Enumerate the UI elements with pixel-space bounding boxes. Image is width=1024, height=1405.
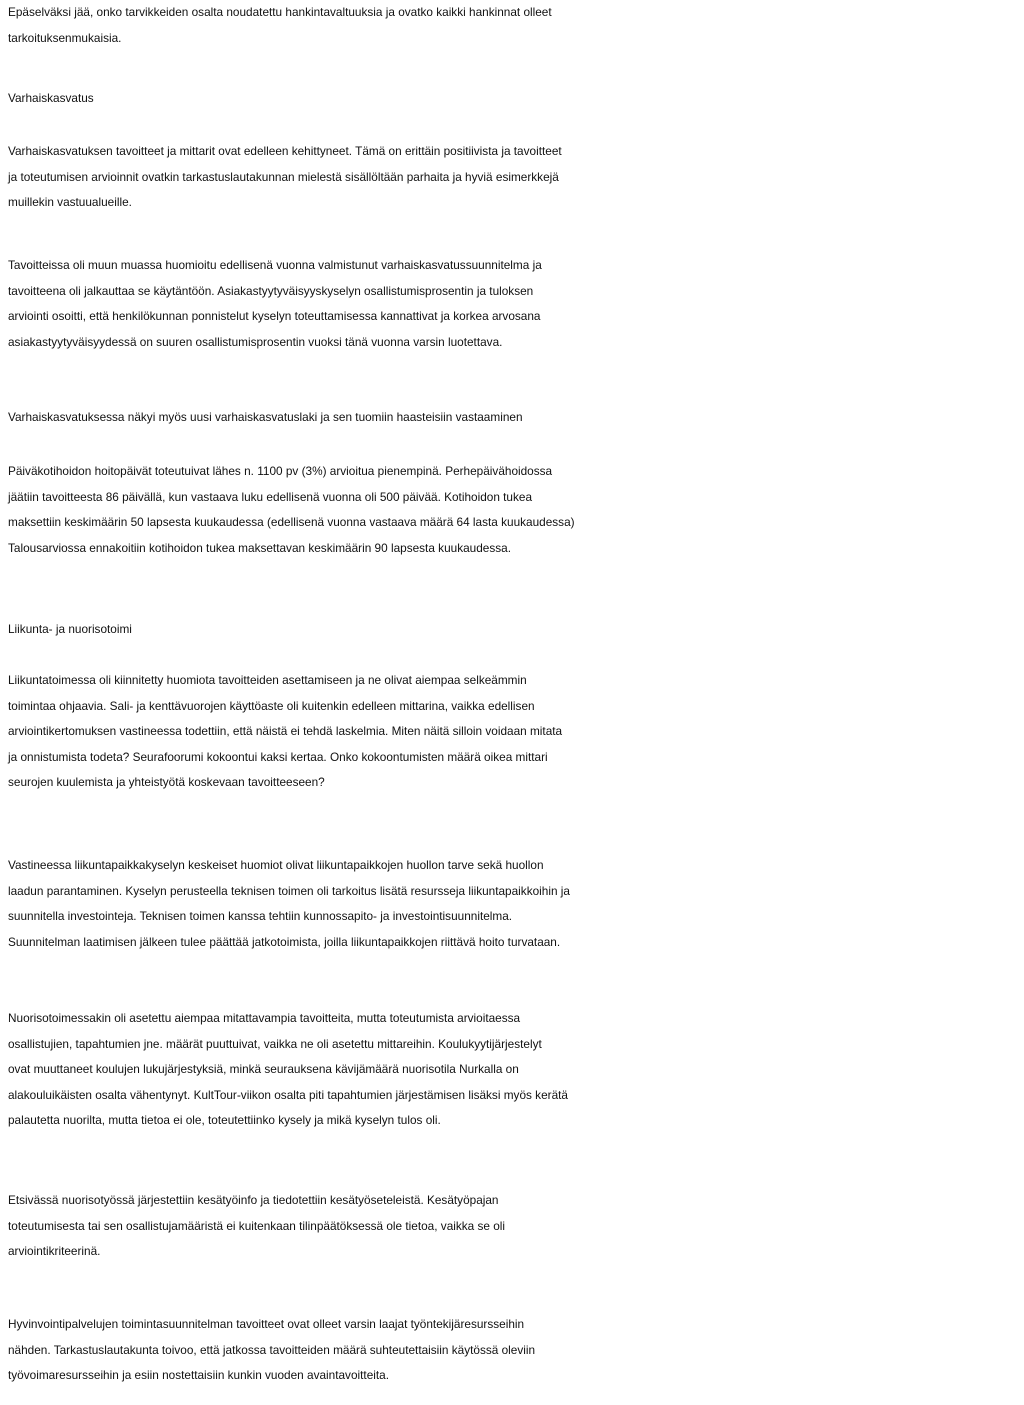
paragraph-sports-goals — [8, 668, 1022, 796]
paragraph-youth-work — [8, 1006, 1022, 1134]
text-line: arviointikertomuksen vastineessa todettiin, että näistä ei tehdä laskelmia. Miten näitä silloin voidaan mitata — [8, 724, 563, 739]
paragraph-procurement — [8, 0, 1022, 51]
text-line: Varhaiskasvatuksen tavoitteet ja mittarit ovat edelleen kehittyneet. Tämä on erittäin positiivista ja tavoitteet — [8, 144, 562, 158]
text-line: Tavoitteissa oli muun muassa huomioitu edellisenä vuonna valmistunut varhaiskasvatussuunnitelma ja — [8, 258, 542, 272]
paragraph-vaka-plan — [8, 253, 1022, 355]
text-line: Vastineessa liikuntapaikkakyselyn keskeiset huomiot olivat liikuntapaikkojen huollon tarve sekä huollon — [8, 858, 544, 872]
text-line: työvoimaresursseihin ja esiin nostettaisiin kunkin vuoden avaintavoitteita. — [8, 1368, 389, 1383]
paragraph-vaka-goals — [8, 139, 1022, 216]
paragraph-sports-facilities — [8, 853, 1022, 955]
text-line: jäätiin tavoitteesta 86 päivällä, kun vastaava luku edellisenä vuonna oli 500 päivää. Kotihoidon tukea — [8, 489, 533, 504]
text-line: Etsivässä nuorisotyössä järjestettiin kesätyöinfo ja tiedotettiin kesätyöseteleistä. Kesätyöpajan — [8, 1193, 499, 1207]
text-line: asiakastyytyväisyydessä on suuren osallistumisprosentin vuoksi tänä vuonna varsin luotettava. — [8, 334, 503, 349]
text-line: ja toteutumisen arvioinnit ovatkin tarkastuslautakunnan mielestä sisällöltään parhaita ja hyviä esimerkkejä — [8, 169, 559, 184]
text-line: muillekin vastuualueille. — [8, 195, 132, 210]
text-line: Epäselväksi jää, onko tarvikkeiden osalta noudatettu hankintavaltuuksia ja ovatko kaikki hankinnat olleet — [8, 5, 552, 19]
paragraph-vaka-law — [8, 405, 1022, 431]
section-heading-varhaiskasvatus — [8, 86, 1022, 112]
text-line: Suunnitelman laatimisen jälkeen tulee päättää jatkotoimista, joilla liikuntapaikkojen riittävä hoito turvataan. — [8, 934, 561, 949]
text-line: alakouluikäisten osalta vähentynyt. KultTour-viikon osalta piti tapahtumien järjestämisen lisäksi myös kerätä — [8, 1087, 568, 1102]
text-line: suunnitella investointeja. Teknisen toimen kanssa tehtiin kunnossapito- ja investointisuunnitelma. — [8, 909, 513, 924]
text-line: laadun parantaminen. Kyselyn perusteella teknisen toimen oli tarkoitus lisätä resursseja liikuntapaikkoihin ja — [8, 883, 570, 898]
paragraph-welfare-services — [8, 1312, 1022, 1389]
text-line: toteutumisesta tai sen osallistujamääristä ei kuitenkaan tilinpäätöksessä ole tietoa, vaikka se oli — [8, 1218, 506, 1233]
section-heading-liikunta — [8, 617, 1022, 643]
text-line: nähden. Tarkastuslautakunta toivoo, että jatkossa tavoitteiden määrä suhteutettaisiin käytössä oleviin — [8, 1342, 536, 1357]
text-line: tarkoituksenmukaisia. — [8, 30, 122, 45]
text-line: Nuorisotoimessakin oli asetettu aiempaa mitattavampia tavoitteita, mutta toteutumista arvioitaessa — [8, 1011, 521, 1025]
text-line: Varhaiskasvatuksessa näkyi myös uusi varhaiskasvatuslaki ja sen tuomiin haasteisiin vastaaminen — [8, 410, 523, 424]
text-line: toimintaa ohjaavia. Sali- ja kenttävuorojen käyttöaste oli kuitenkin edelleen mittarina, vaikka edellisen — [8, 698, 535, 713]
text-line: arviointikriteerinä. — [8, 1244, 101, 1259]
section-heading: Liikunta- ja nuorisotoimi — [8, 622, 132, 636]
text-line: tavoitteena oli jalkauttaa se käytäntöön. Asiakastyytyväisyyskyselyn osallistumisprosentin ja tuloksen — [8, 283, 534, 298]
text-line: Päiväkotihoidon hoitopäivät toteutuivat lähes n. 1100 pv (3%) arvioitua pienempinä. Perhepäivähoidossa — [8, 464, 553, 478]
text-line: seurojen kuulemista ja yhteistyötä koskevaan tavoitteeseen? — [8, 775, 325, 790]
text-line: ja onnistumista todeta? Seurafoorumi kokoontui kaksi kertaa. Onko kokoontumisten määrä oikea mittari — [8, 749, 548, 764]
text-line: maksettiin keskimäärin 50 lapsesta kuukaudessa (edellisenä vuonna vastaava määrä 64 lasta kuukaudessa) — [8, 515, 575, 530]
text-line: arviointi osoitti, että henkilökunnan ponnistelut kyselyn toteuttamisessa kannattivat ja korkea arvosana — [8, 309, 541, 324]
text-line: osallistujien, tapahtumien jne. määrät puuttuivat, vaikka ne oli asetettu mittareihin. Koulukyytijärjestelyt — [8, 1036, 542, 1051]
text-line: palautetta nuorilta, mutta tietoa ei ole, toteutettiinko kysely ja mikä kyselyn tulos oli. — [8, 1113, 441, 1128]
text-line: Liikuntatoimessa oli kiinnitetty huomiota tavoitteiden asettamiseen ja ne olivat aiempaa selkeämmin — [8, 673, 527, 687]
text-line: ovat muuttaneet koulujen lukujärjestyksiä, minkä seurauksena kävijämäärä nuorisotila Nurkalla on — [8, 1062, 519, 1077]
text-line: Talousarviossa ennakoitiin kotihoidon tukea maksettavan keskimäärin 90 lapsesta kuukaudessa. — [8, 540, 511, 555]
section-heading: Varhaiskasvatus — [8, 91, 94, 105]
text-line: Hyvinvointipalvelujen toimintasuunnitelman tavoitteet ovat olleet varsin laajat työntekijäresursseihin — [8, 1317, 525, 1331]
paragraph-outreach-youth-work — [8, 1188, 1022, 1265]
paragraph-daycare-days — [8, 459, 1022, 561]
